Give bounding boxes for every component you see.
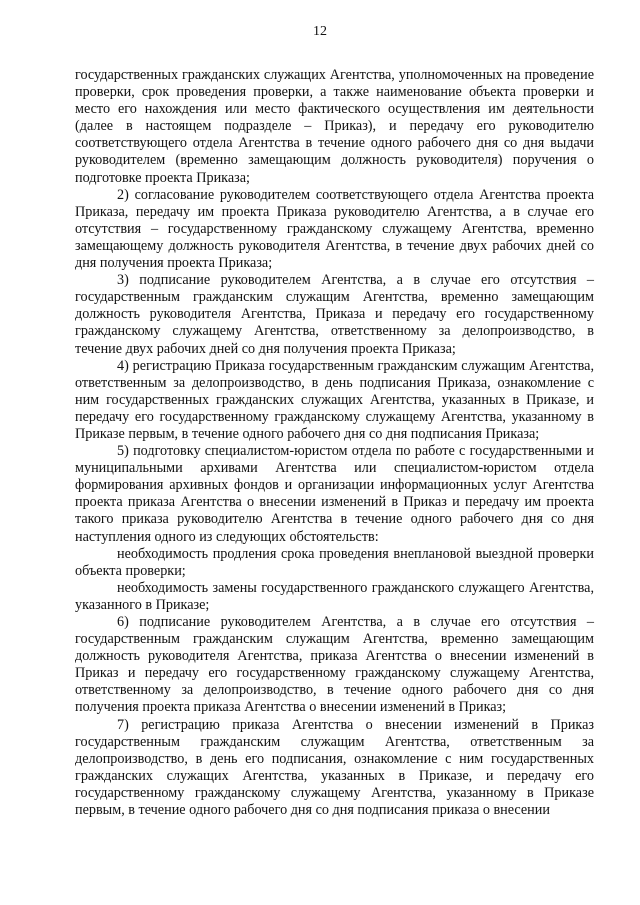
paragraph-item-5: 5) подготовку специалистом-юристом отдела по работе с государственными и муниципальными архивами Агентства или специалистом-юристом отдела формирования архивных фондов и организации информационных услуг Агентства проекта приказа Агентства о внесении изменений в Приказ и передачу им проекта такого приказа руководителю Агентства в течение одного рабочего дня со дня наступления одного из следующих обстоятельств: [75, 443, 594, 545]
paragraph-condition-2: необходимость замены государственного гражданского служащего Агентства, указанного в Приказе; [75, 579, 594, 613]
paragraph-item-3: 3) подписание руководителем Агентства, а в случае его отсутствия – государственным гражданским служащим Агентства, временно замещающим должность руководителя Агентства, Приказа и передачу его государственному гражданскому служащему Агентства, ответственному за делопроизводство, в течение двух рабочих дней со дня получения проекта Приказа; [75, 272, 594, 357]
document-body [75, 67, 594, 819]
paragraph-item-2: 2) согласование руководителем соответствующего отдела Агентства проекта Приказа, передачу им проекта Приказа руководителю Агентства, а в случае его отсутствия – государственному гражданскому служащему Агентства, временно замещающему должность руководителя Агентства, в течение двух рабочих дней со дня получения проекта Приказа; [75, 186, 594, 272]
paragraph-item-4: 4) регистрацию Приказа государственным гражданским служащим Агентства, ответственным за делопроизводство, в день подписания Приказа, ознакомление с ним государственных гражданских служащих Агентства, указанных в Приказе, и передачу его государственному гражданскому служащему Агентства, указанному в Приказе первым, в течение одного рабочего дня со дня подписания Приказа; [75, 357, 594, 442]
paragraph-item-7: 7) регистрацию приказа Агентства о внесении изменений в Приказ государственным гражданским служащим Агентства, ответственным за делопроизводство, в день его подписания, ознакомление с ним государственных гражданских служащих Агентства, указанных в Приказе, и передачу его государственному гражданскому служащему Агентства, указанному в Приказе первым, в течение одного рабочего дня со дня подписания приказа о внесении [75, 716, 594, 819]
page-number: 12 [313, 24, 327, 39]
paragraph-continuation: государственных гражданских служащих Агентства, уполномоченных на проведение проверки, срок проведения проверки, а также наименование объекта проверки и место его нахождения или место фактического осуществления им деятельности (далее в настоящем подразделе – Приказ), и передачу его руководителю соответствующего отдела Агентства в течение одного рабочего дня со дня выдачи руководителем (временно замещающим должность руководителя) поручения о подготовке проекта Приказа; [75, 67, 594, 186]
paragraph-item-6: 6) подписание руководителем Агентства, а в случае его отсутствия – государственным гражданским служащим Агентства, временно замещающим должность руководителя Агентства, приказа Агентства о внесении изменений в Приказ и передачу его государственному гражданскому служащему Агентства, ответственному за делопроизводство, в течение одного рабочего дня со дня получения проекта приказа Агентства о внесении изменений в Приказ; [75, 614, 594, 716]
paragraph-condition-1: необходимость продления срока проведения внеплановой выездной проверки объекта проверки; [75, 545, 594, 579]
